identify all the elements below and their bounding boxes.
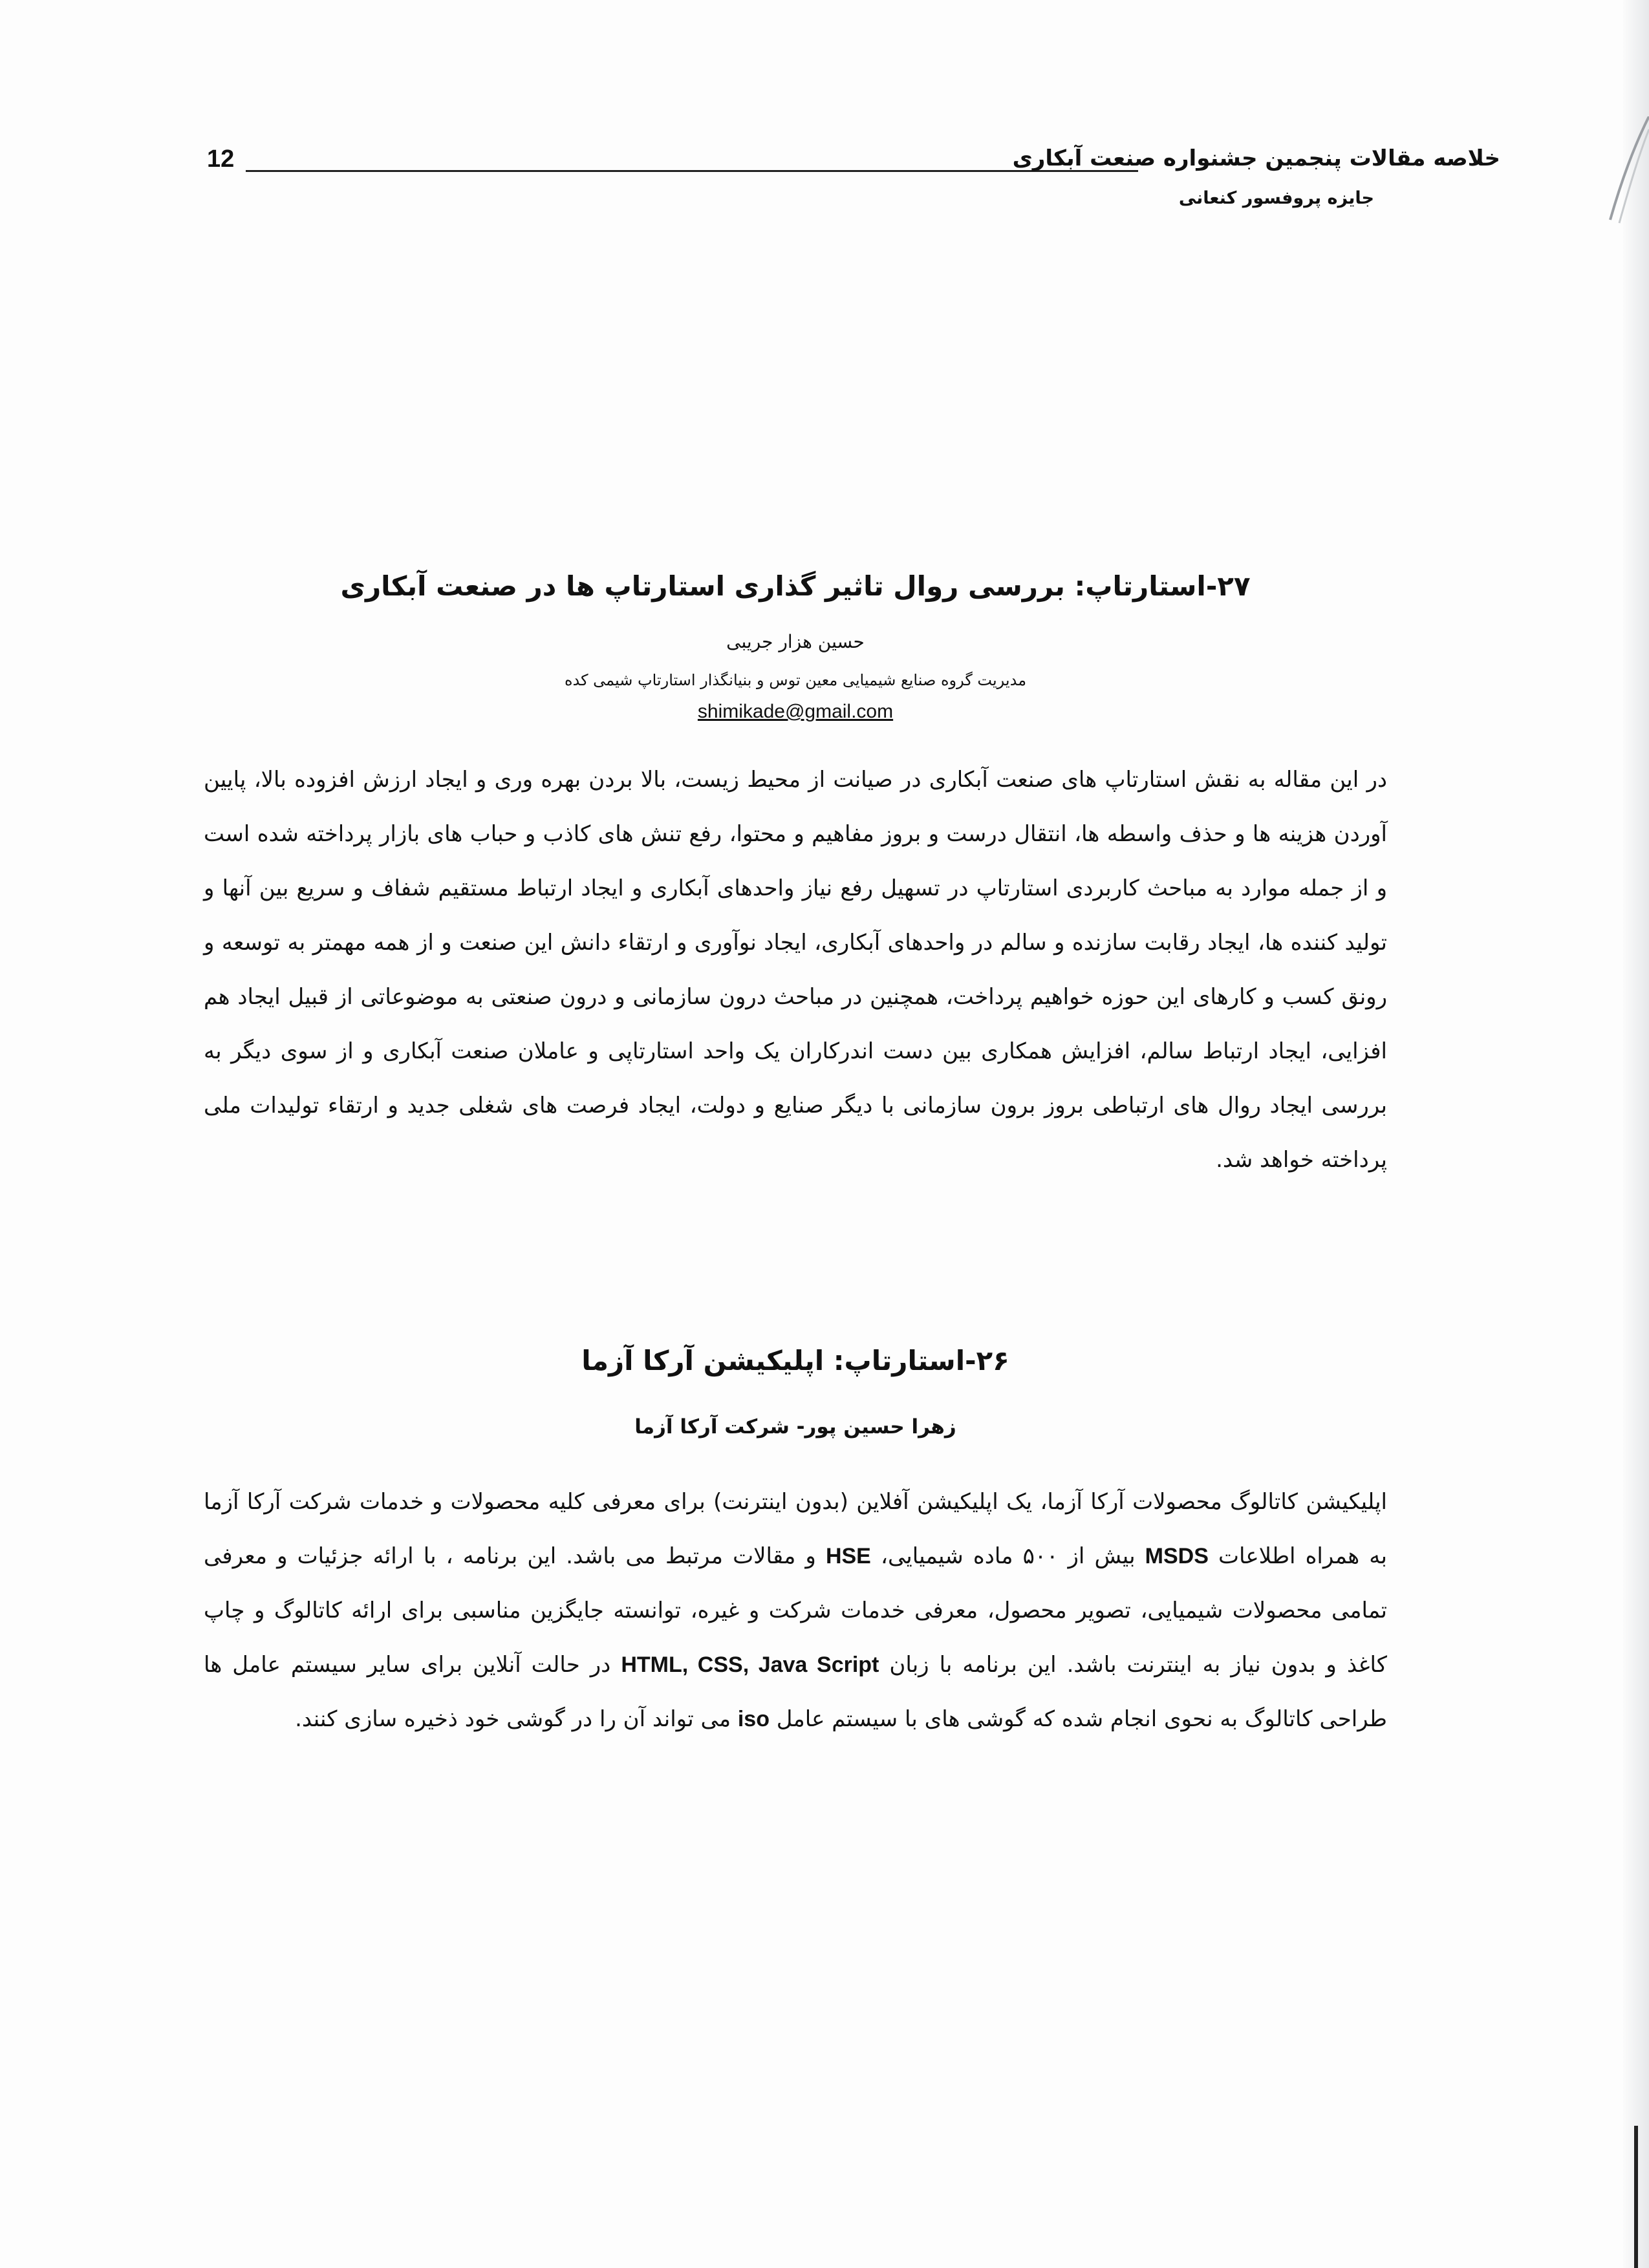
author-affiliation: مدیریت گروه صنایع شیمیایی معین توس و بنیانگذار استارتاپ شیمی کده: [564, 670, 1027, 689]
abstract-text: و مقالات مرتبط می باشد. این برنامه ، با ارائه جزئیات و معرفی تمامی محصولات شیمیایی، تصویر محصول، معرفی خدمات شرکت و غیره، توانسته جایگزین مناسبی برای ارائه کاتالوگ و چاپ کاغذ و بدون نیاز به اینترنت باشد. این برنامه با زبان: [204, 1543, 1387, 1678]
abstract-text: اپلیکیشن کاتالوگ محصولات آرکا آزما، یک اپلیکیشن آفلاین (بدون اینترنت) برای معرفی کلیه محصولات و خدمات شرکت آرکا آزما به همراه اطلاعات: [204, 1488, 1387, 1569]
abstract-text: بیش از ۵۰۰ ماده شیمیایی،: [870, 1543, 1145, 1569]
journal-subtitle: جایزه پروفسور کنعانی: [1178, 188, 1374, 208]
abstract-text: می تواند آن را در گوشی خود ذخیره سازی کنند.: [295, 1706, 738, 1732]
article-startup-26: [204, 1343, 1387, 1768]
article-abstract: [204, 1475, 1387, 1746]
page-curl-mark: [1597, 116, 1649, 233]
term-iso: iso: [737, 1706, 770, 1731]
article-authors: زهرا حسین پور- شرکت آرکا آزما: [634, 1415, 956, 1439]
article-title: ۲۶-استارتاپ: اپلیکیشن آرکا آزما: [581, 1345, 1009, 1376]
article-abstract: در این مقاله به نقش استارتاپ های صنعت آبکاری در صیانت از محیط زیست، بالا بردن بهره وری و ایجاد ارزش افزوده بالا، پایین آوردن هزینه ها و حذف واسطه ها، انتقال درست و بروز مفاهیم و محتوا، رفع تنش های کاذب و حباب های بازار پرداخته شده است و از جمله موارد به مباحث کاربردی استارتاپ در تسهیل رفع نیاز واحدهای آبکاری و ایجاد ارتباط مستقیم شفاف و سریع بین آنها و تولید کننده ها، ایجاد رقابت سازنده و سالم در واحدهای آبکاری، ایجاد نوآوری و ارتقاء دانش این صنعت و از همه مهمتر به توسعه و رونق کسب و کارهای این حوزه خواهیم پرداخت، همچنین در مباحث درون سازمانی و درون صنعتی به موضوعاتی از قبیل ایجاد هم افزایی، ایجاد ارتباط سالم، افزایش همکاری بین دست اندرکاران یک واحد استارتاپی و عاملان صنعت آبکاری و از سوی دیگر به بررسی ایجاد روال های ارتباطی بروز برون سازمانی با دیگر صنایع و دولت، ایجاد فرصت های شغلی جدید و ارتقاء تولیدات ملی پرداخته خواهد شد.: [204, 767, 1387, 1173]
running-header: [207, 145, 1500, 223]
article-startup-27: [204, 569, 1387, 1209]
author-name: حسین هزار جریبی: [726, 630, 865, 652]
header-rule: [246, 170, 1138, 172]
author-email-link[interactable]: shimikade@gmail.com: [697, 701, 894, 723]
term-languages: HTML, CSS, Java Script: [621, 1652, 879, 1677]
journal-title: خلاصه مقالات پنجمین جشنواره صنعت آبکاری: [1012, 145, 1500, 171]
page-number: 12: [207, 145, 235, 173]
abstract-text: در حالت آنلاین برای سایر سیستم عامل ها طراحی کاتالوگ به نحوی انجام شده که گوشی های با سیستم عامل: [204, 1651, 1387, 1732]
term-hse: HSE: [825, 1543, 871, 1568]
term-msds: MSDS: [1145, 1543, 1209, 1568]
scan-edge-shadow: [1623, 0, 1649, 2268]
article-title: ۲۷-استارتاپ: بررسی روال تاثیر گذاری استارتاپ ها در صنعت آبکاری: [340, 570, 1251, 602]
page-bottom-mark: [1610, 2126, 1649, 2268]
